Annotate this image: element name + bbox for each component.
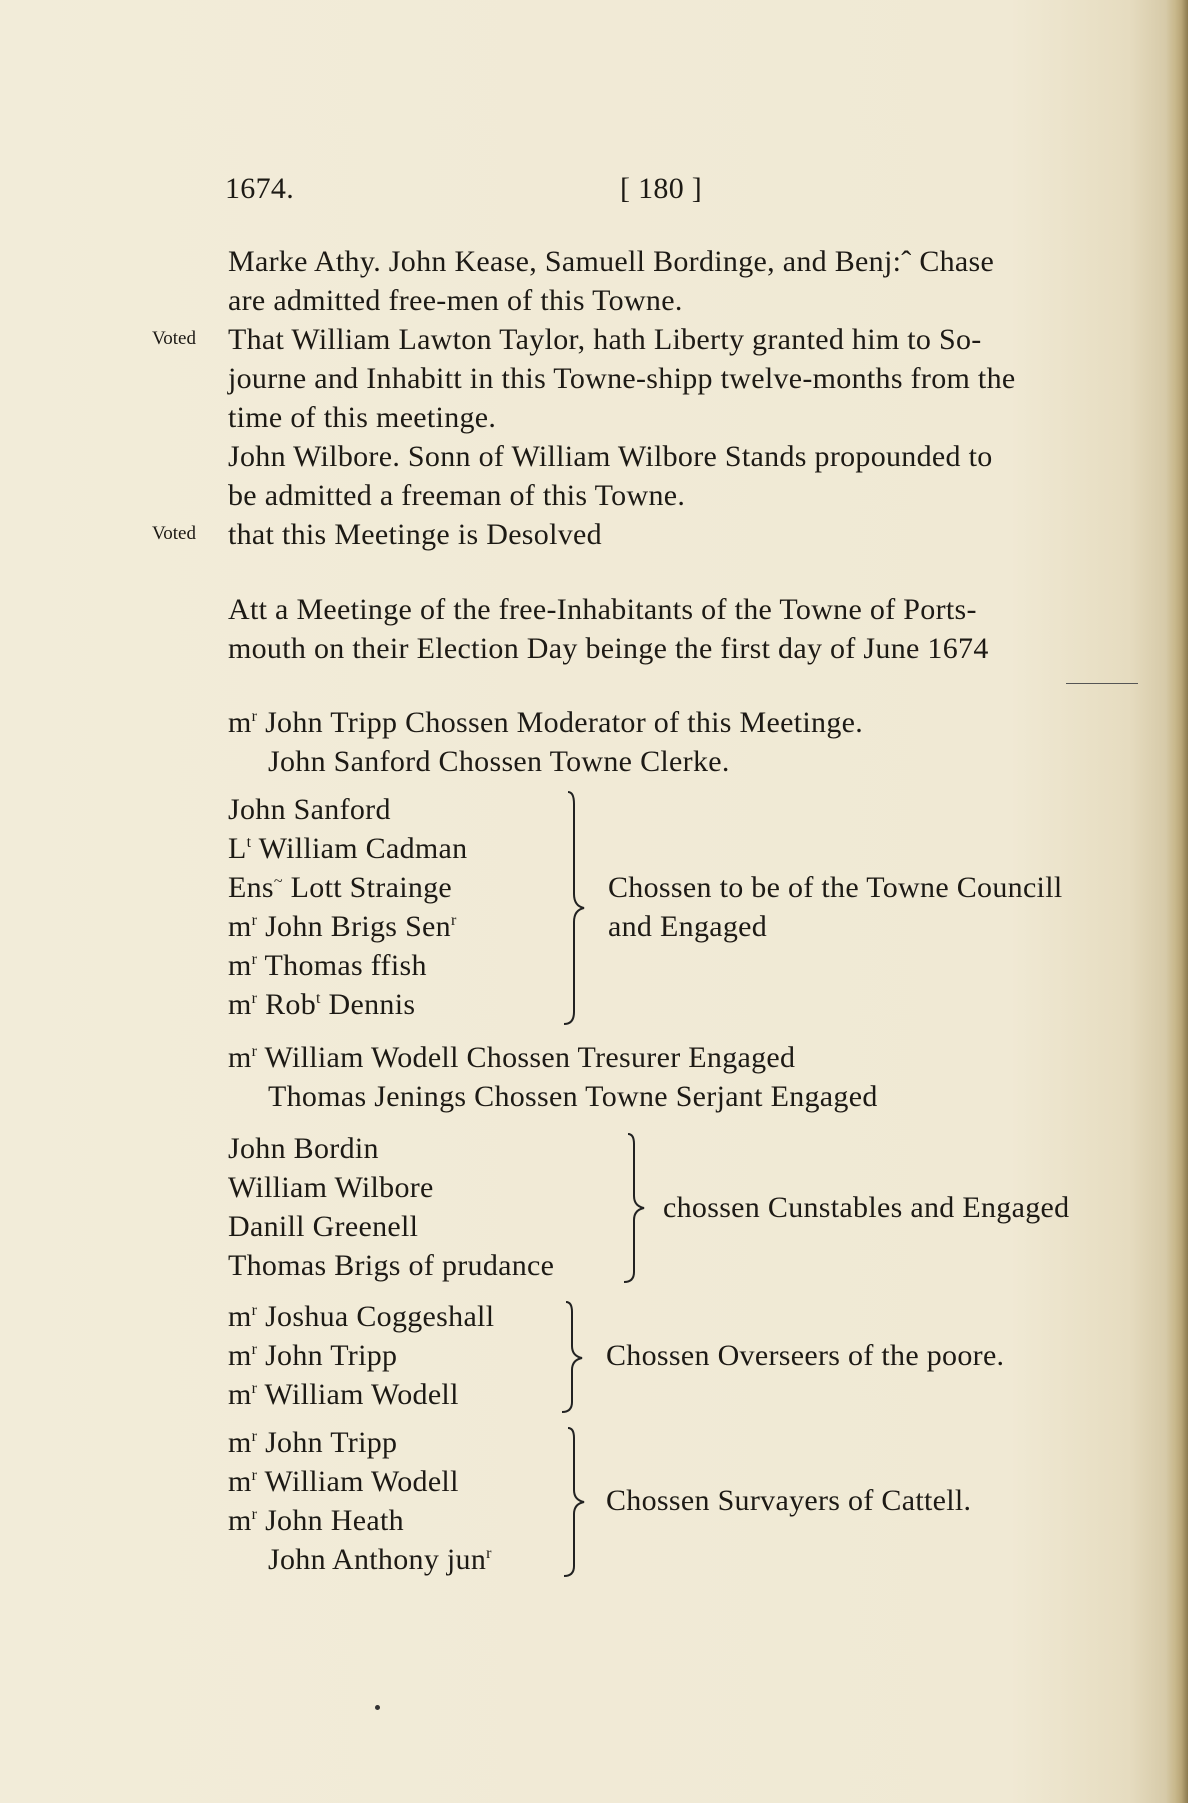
surveyor-name: $m^r$ John Tripp [228,1426,398,1459]
surveyors-note: Chossen Survayers of Cattell. [606,1484,972,1517]
council-name: $m^r$ John Brigs Sen$^r$ [228,910,457,943]
paragraph-line: That William Lawton Taylor, hath Liberty granted him to So- [228,323,982,356]
paragraph-line: time of this meetinge. [228,401,497,434]
surveyor-name: $m^r$ William Wodell [228,1465,459,1498]
council-name: John Sanford [228,793,391,826]
paragraph-line: be admitted a freeman of this Towne. [228,479,686,512]
constable-name: William Wilbore [228,1171,434,1204]
constables-note: chossen Cunstables and Engaged [663,1191,1070,1224]
overseer-name: $m^r$ John Tripp [228,1339,398,1372]
constable-name: Thomas Brigs of prudance [228,1249,555,1282]
ink-speck [375,1705,380,1710]
paragraph-line: are admitted free-men of this Towne. [228,284,683,317]
clerk-line: John Sanford Chossen Towne Clerke. [268,745,730,778]
paragraph-line: Att a Meetinge of the free-Inhabitants of the Towne of Ports- [228,593,977,626]
treasurer-line: $m^r$ William Wodell Chossen Tresurer Engaged [228,1041,796,1074]
surveyor-name: $m^r$ John Heath [228,1504,404,1537]
overseer-name: $m^r$ William Wodell [228,1378,459,1411]
moderator-line: $m^r$ John Tripp Chossen Moderator of this Meetinge. [228,706,864,739]
council-name: $m^r$ Thomas ffish [228,949,427,982]
overseers-brace [558,1300,598,1414]
constables-brace [620,1132,660,1284]
page-number: [ 180 ] [620,172,703,205]
paragraph-line: mouth on their Election Day beinge the first day of June 1674 [228,632,989,665]
paragraph-line: Marke Athy. John Kease, Samuell Bordinge, and Benj:ˆ Chase [228,245,995,278]
page-edge [1166,0,1188,1803]
serjant-line: Thomas Jenings Chossen Towne Serjant Engaged [268,1080,878,1113]
council-note: Chossen to be of the Towne Councill [608,871,1063,904]
paragraph-line: John Wilbore. Sonn of William Wilbore Stands propounded to [228,440,993,473]
constable-name: Danill Greenell [228,1210,419,1243]
overseers-note: Chossen Overseers of the poore. [606,1339,1005,1372]
surveyors-brace [560,1426,600,1578]
council-brace [560,790,600,1026]
margin-note-voted: Voted [152,523,196,544]
paragraph-line: journe and Inhabitt in this Towne-shipp twelve-months from the [228,362,1016,395]
overseer-name: $m^r$ Joshua Coggeshall [228,1300,495,1333]
surveyor-name: John Anthony jun$^r$ [268,1543,492,1576]
paragraph-line: that this Meetinge is Desolved [228,518,602,551]
constable-name: John Bordin [228,1132,379,1165]
date-underline [1066,683,1138,684]
council-name: Ens~ Lott Strainge [228,871,453,904]
header-year: 1674. [225,172,294,205]
council-note: and Engaged [608,910,768,943]
margin-note-voted: Voted [152,328,196,349]
council-name: $m^r$ Rob$^t$ Dennis [228,988,416,1021]
council-name: $L^t$ William Cadman [228,832,468,865]
